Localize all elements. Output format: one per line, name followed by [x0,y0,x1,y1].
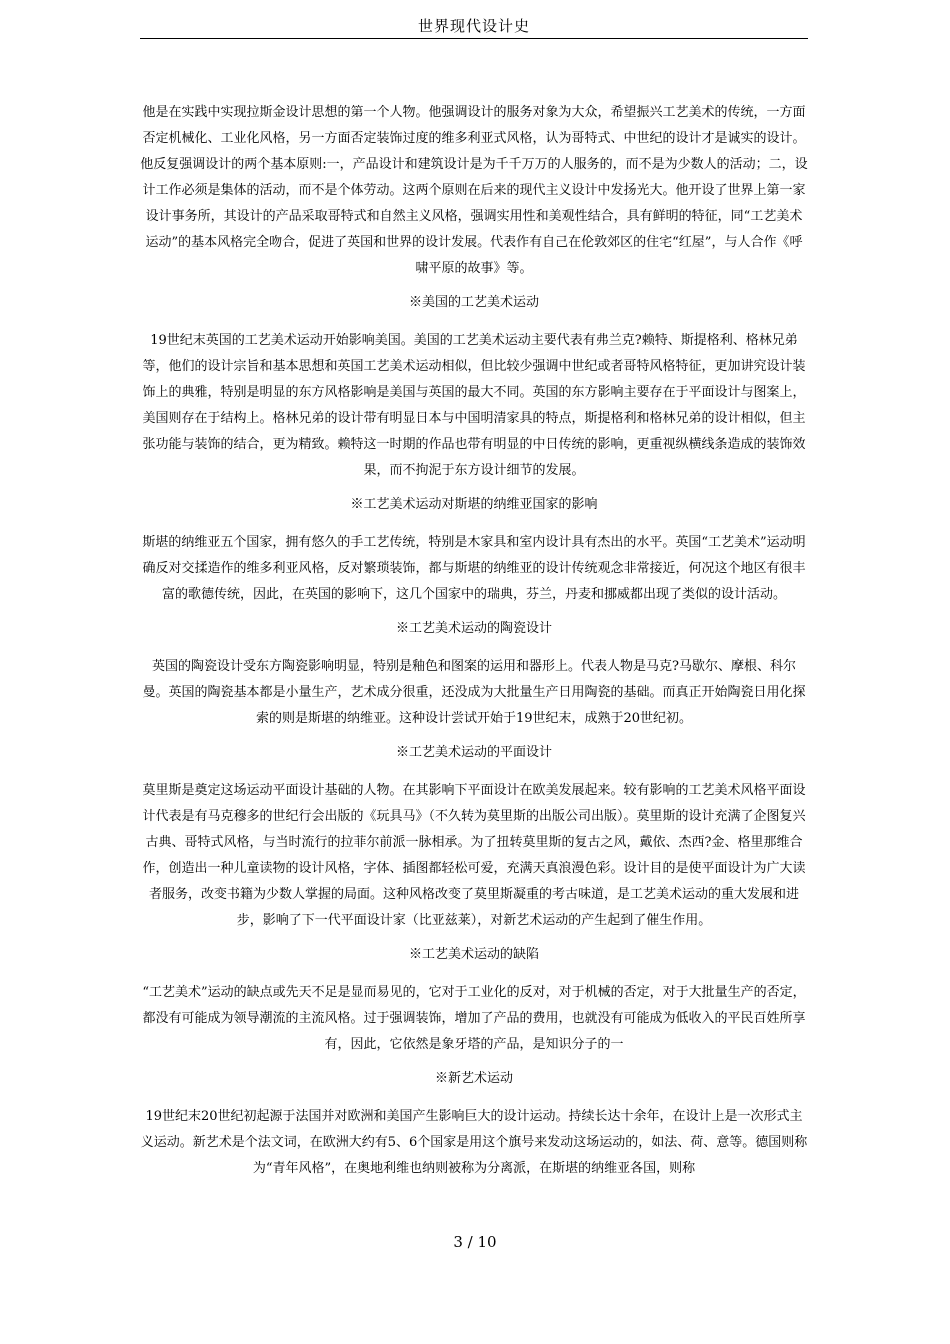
paragraph-scandinavia: 斯堪的纳维亚五个国家，拥有悠久的手工艺传统，特别是木家具和室内设计具有杰出的水平。英国“工艺美术”运动明确反对交揉造作的维多利亚风格，反对繁琐装饰，都与斯堪的纳维亚的设计传统观念非常接近，何况这个地区有很丰富的歌德传统，因此，在英国的影响下，这几个国家中的瑞典，芬兰，丹麦和挪威都出现了类似的设计活动。 [142,535,806,602]
section-heading-ceramics: ※工艺美术运动的陶瓷设计 [395,621,552,636]
page-number: 3 / 10 [453,1233,497,1251]
page-footer [0,1230,950,1254]
section-heading-american-arts-crafts: ※美国的工艺美术运动 [408,295,539,310]
paragraph-art-nouveau: 19世纪末20世纪初起源于法国并对欧洲和美国产生影响巨大的设计运动。持续长达十余年，在设计上是一次形式主义运动。新艺术是个法文词，在欧洲大约有5、6个国家是用这个旗号来发动这场运动的，如法、荷、意等。德国则称为“青年风格”，在奥地利维也纳则被称为分离派，在斯堪的纳维亚各国，则称 [140,1109,808,1176]
paragraph-shortcomings: “工艺美术”运动的缺点或先天不足是显而易见的，它对于工业化的反对，对于机械的否定，对于大批量生产的否定，都没有可能成为领导潮流的主流风格。过于强调装饰，增加了产品的费用，也就没有可能成为低收入的平民百姓所享有，因此，它依然是象牙塔的产品，是知识分子的一 [142,985,806,1052]
section-heading-graphic-design: ※工艺美术运动的平面设计 [395,745,552,760]
section-heading-scandinavia: ※工艺美术运动对斯堪的纳维亚国家的影响 [350,497,598,512]
document-body [140,100,808,1190]
document-title: 世界现代设计史 [417,17,530,35]
section-heading-shortcomings: ※工艺美术运动的缺陷 [408,947,539,962]
section-heading-art-nouveau: ※新艺术运动 [434,1071,513,1086]
paragraph-american-arts-crafts: 19世纪末英国的工艺美术运动开始影响美国。美国的工艺美术运动主要代表有弗兰克?赖特、斯提格利、格林兄弟等，他们的设计宗旨和基本思想和英国工艺美术运动相似，但比较少强调中世纪或者哥特风格特征，更加讲究设计装饰上的典雅，特别是明显的东方风格影响是美国与英国的最大不同。英国的东方影响主要存在于平面设计与图案上，美国则存在于结构上。格林兄弟的设计带有明显日本与中国明清家具的特点，斯提格利和格林兄弟的设计相似，但主张功能与装饰的结合，更为精致。赖特这一时期的作品也带有明显的中日传统的影响，更重视纵横线条造成的装饰效果，而不拘泥于东方设计细节的发展。 [142,333,806,478]
paragraph-ceramics: 英国的陶瓷设计受东方陶瓷影响明显，特别是釉色和图案的运用和器形上。代表人物是马克?马歇尔、摩根、科尔曼。英国的陶瓷基本都是小量生产，艺术成分很重，还没成为大批量生产日用陶瓷的基础。而真正开始陶瓷日用化探索的则是斯堪的纳维亚。这种设计尝试开始于19世纪末，成熟于20世纪初。 [142,659,806,726]
page-header [140,14,808,39]
paragraph-graphic-design: 莫里斯是奠定这场运动平面设计基础的人物。在其影响下平面设计在欧美发展起来。较有影响的工艺美术风格平面设计代表是有马克穆多的世纪行会出版的《玩具马》（不久转为莫里斯的出版公司出版）。莫里斯的设计充满了企图复兴古典、哥特式风格，与当时流行的拉菲尔前派一脉相承。为了扭转莫里斯的复古之风，戴依、杰西?金、格里那维合作，创造出一种儿童读物的设计风格，字体、插图都轻松可爱，充满天真浪漫色彩。设计目的是使平面设计为广大读者服务，改变书籍为少数人掌握的局面。这种风格改变了莫里斯凝重的考古味道，是工艺美术运动的重大发展和进步，影响了下一代平面设计家（比亚兹莱），对新艺术运动的产生起到了催生作用。 [142,783,806,928]
paragraph-morris-intro: 他是在实践中实现拉斯金设计思想的第一个人物。他强调设计的服务对象为大众，希望振兴工艺美术的传统，一方面否定机械化、工业化风格，另一方面否定装饰过度的维多利亚式风格，认为哥特式、中世纪的设计才是诚实的设计。他反复强调设计的两个基本原则:一，产品设计和建筑设计是为千千万万的人服务的，而不是为少数人的活动；二，设计工作必须是集体的活动，而不是个体劳动。这两个原则在后来的现代主义设计中发扬光大。他开设了世界上第一家设计事务所，其设计的产品采取哥特式和自然主义风格，强调实用性和美观性结合，具有鲜明的特征，同“工艺美术运动”的基本风格完全吻合，促进了英国和世界的设计发展。代表作有自己在伦敦郊区的住宅“红屋”，与人合作《呼啸平原的故事》等。 [140,105,808,276]
